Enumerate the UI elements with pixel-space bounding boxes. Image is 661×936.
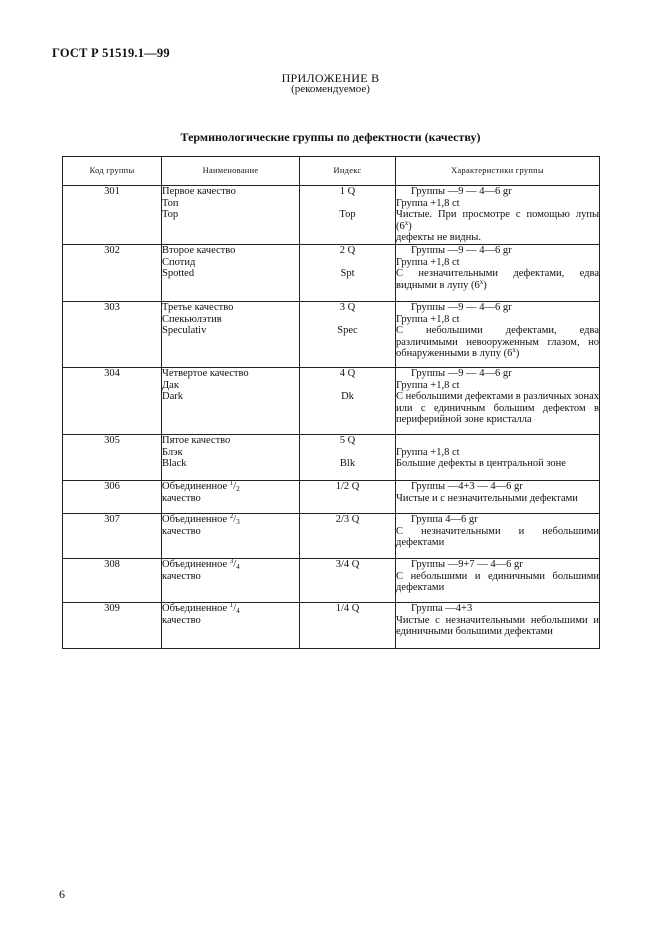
- group-code: 309: [63, 602, 162, 648]
- table-row: [63, 367, 600, 434]
- group-name: Четвертое качество Дак Dark: [162, 367, 300, 434]
- group-index: 3 Q Spec: [300, 301, 396, 367]
- group-name: Объединенное $^1/_2$ качество: [162, 480, 300, 513]
- appendix-subtitle: (рекомендуемое): [291, 83, 370, 95]
- group-characteristics: Группа +1,8 ct Большие дефекты в центральной зоне: [396, 434, 600, 480]
- table-row: [63, 434, 600, 480]
- group-characteristics: Группы —9 — 4—6 gr Группа +1,8 ct С небольшими дефектами, едва различимыми невооруженным глазом, но обнаруженными в лупу $(6^х)$: [396, 301, 600, 367]
- group-index: 5 Q Blk: [300, 434, 396, 480]
- group-code: 304: [63, 367, 162, 434]
- group-characteristics: Группы —4+3 — 4—6 gr Чистые и с незначительными дефектами: [396, 480, 600, 513]
- table-row: [63, 558, 600, 602]
- column-header-code: Код группы: [63, 157, 162, 186]
- group-code: 305: [63, 434, 162, 480]
- table-row: [63, 513, 600, 558]
- document-code: ГОСТ Р 51519.1—99: [52, 46, 170, 60]
- group-index: 1 Q Top: [300, 186, 396, 245]
- table-row: [63, 244, 600, 301]
- column-header-characteristics: Характеристики группы: [396, 157, 600, 186]
- group-characteristics: Группы —9 — 4—6 gr Группа +1,8 ct С небольшими дефектами в различных зонах или с единичным большим дефектом в периферийной зоне кристалла: [396, 367, 600, 434]
- group-name: Объединенное $^2/_3$ качество: [162, 513, 300, 558]
- table-title: Терминологические группы по дефектности (качеству): [180, 130, 481, 144]
- group-name: Объединенное $^3/_4$ качество: [162, 558, 300, 602]
- group-code: 301: [63, 186, 162, 245]
- group-name: Второе качество Спотид Spotted: [162, 244, 300, 301]
- group-index: 3/4 Q: [300, 558, 396, 602]
- group-index: 4 Q Dk: [300, 367, 396, 434]
- group-index: 1/4 Q: [300, 602, 396, 648]
- group-name: Пятое качество Блэк Black: [162, 434, 300, 480]
- group-characteristics: Группы —9 — 4—6 gr Группа +1,8 ct С незначительными дефектами, едва видными в лупу $(6^х)$: [396, 244, 600, 301]
- group-index: 2/3 Q: [300, 513, 396, 558]
- table-row: [63, 480, 600, 513]
- group-name: Третье качество Спекьюлэтив Speculativ: [162, 301, 300, 367]
- defect-groups-table: [62, 156, 600, 649]
- group-characteristics: Группа 4—6 gr С незначительными и небольшими дефектами: [396, 513, 600, 558]
- group-name: Объединенное $^1/_4$ качество: [162, 602, 300, 648]
- group-index: 1/2 Q: [300, 480, 396, 513]
- group-code: 303: [63, 301, 162, 367]
- group-characteristics: Группа —4+3 Чистые с незначительными небольшими и единичными большими дефектами: [396, 602, 600, 648]
- column-header-index: Индекс: [300, 157, 396, 186]
- group-index: 2 Q Spt: [300, 244, 396, 301]
- page-number: 6: [59, 887, 65, 901]
- group-code: 307: [63, 513, 162, 558]
- group-characteristics: Группы —9 — 4—6 gr Группа +1,8 ct Чистые. При просмотре с помощью лупы $(6^х)$ дефекты не видны.: [396, 186, 599, 244]
- group-code: 302: [63, 244, 162, 301]
- group-code: 308: [63, 558, 162, 602]
- table-row: [63, 602, 600, 648]
- group-characteristics: Группы —9+7 — 4—6 gr С небольшими и единичными большими дефектами: [396, 558, 600, 602]
- column-header-name: Наименование: [162, 157, 300, 186]
- group-code: 306: [63, 480, 162, 513]
- table-row: [63, 186, 600, 245]
- group-name: Первое качество Топ Top: [162, 186, 300, 245]
- table-row: [63, 301, 600, 367]
- table-header-row: [63, 157, 600, 186]
- appendix-title: ПРИЛОЖЕНИЕ В: [281, 71, 380, 85]
